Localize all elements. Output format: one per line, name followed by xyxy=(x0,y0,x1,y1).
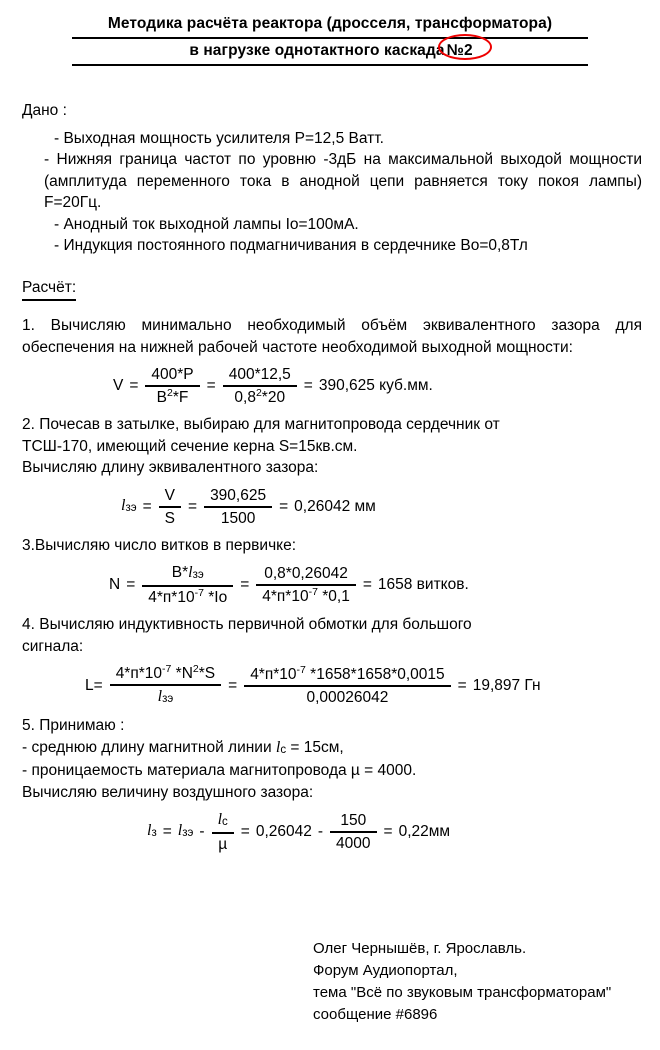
step4-fraction-1 xyxy=(110,664,221,708)
step4-result: 19,897 Гн xyxy=(472,677,541,695)
step2-text-line-1: 2. Почесав в затылке, выбираю для магнитопровода сердечник от xyxy=(22,416,500,433)
step1-frac2-numerator: 400*12,5 xyxy=(228,366,291,383)
step2-frac2-numerator: 390,625 xyxy=(210,486,267,504)
step4-eq-3: = xyxy=(457,677,467,695)
step4-frac1-denominator xyxy=(152,687,180,708)
step3-frac1-den-exponent: -7 xyxy=(194,586,204,599)
step2-eq-3: = xyxy=(279,497,289,515)
step5-l2-symbol: l xyxy=(275,738,281,756)
step2-lhs-subscript: зэ xyxy=(125,501,137,514)
author-signature xyxy=(313,938,611,1026)
step5-value-1: 0,26042 xyxy=(255,823,312,841)
step5-minus-2: - xyxy=(317,823,324,841)
step2-eq-1: = xyxy=(142,497,152,515)
step1-frac2-denominator xyxy=(228,388,291,407)
step4-fraction-2 xyxy=(244,665,450,707)
given-item-3: - Анодный ток выходной лампы Io=100мА. xyxy=(54,215,359,233)
step5-l2-pre: - среднюю длину магнитной линии xyxy=(22,738,276,756)
step5-lhs xyxy=(144,820,160,844)
fraction-bar xyxy=(159,506,181,508)
step3-fraction-2 xyxy=(256,564,356,606)
step5-term-1 xyxy=(175,820,197,844)
step1-frac1-den-exponent: 2 xyxy=(167,386,173,399)
step5-frac1-numerator xyxy=(212,810,234,831)
step4-frac1-num-pre: 4*п*10 xyxy=(115,665,163,682)
step4-frac1-num-post: *S xyxy=(198,665,216,682)
step5-result: 0,22мм xyxy=(398,823,451,841)
step3-frac2-den-exponent: -7 xyxy=(308,585,318,598)
given-item-1: - Выходная мощность усилителя Р=12,5 Ватт. xyxy=(54,129,384,147)
step3-frac1-den-pre: 4*п*10 xyxy=(148,589,195,606)
step3-frac1-num-subscript: зэ xyxy=(192,569,204,581)
title-line-1-text: Методика расчёта реактора (дросселя, трансформатора) xyxy=(107,15,553,32)
calc-heading: Расчёт: xyxy=(22,277,76,302)
step5-eq-3: = xyxy=(383,823,393,841)
step3-eq-2: = xyxy=(240,576,250,594)
step4-frac1-den-subscript: зэ xyxy=(162,693,174,705)
title-line-2 xyxy=(0,39,660,63)
fraction-bar xyxy=(256,584,356,586)
step3-frac1-numerator xyxy=(166,563,210,584)
step2-eq-2: = xyxy=(188,497,198,515)
fraction-bar xyxy=(204,506,272,508)
step1-frac2-den-base: 0,8 xyxy=(234,389,256,406)
step3-frac2-den-post: *0,1 xyxy=(317,588,350,605)
step2-lhs-symbol: l xyxy=(121,496,126,514)
step3-frac1-num-pre: B* xyxy=(171,564,189,581)
step5-formula xyxy=(22,810,642,854)
step5-frac1-num-subscript: с xyxy=(222,816,228,828)
step5-term1-subscript: зэ xyxy=(182,827,194,840)
signature-topic: тема "Всё по звуковым трансформаторам" xyxy=(313,984,612,1001)
step3-frac1-den-post: *Io xyxy=(203,589,228,606)
step2-frac2-denominator: 1500 xyxy=(220,509,256,527)
step3-frac2-denominator xyxy=(256,587,356,606)
fraction-bar xyxy=(244,685,450,687)
signature-forum: Форум Аудиопортал, xyxy=(313,962,458,979)
step2-lhs xyxy=(118,495,140,519)
step1-frac1-numerator: 400*P xyxy=(151,366,194,383)
step5-l2-post: = 15см, xyxy=(286,738,344,756)
step3-lhs: N xyxy=(109,576,121,594)
step4-frac1-num-exponent-2: 2 xyxy=(192,662,199,675)
step4-formula xyxy=(22,664,642,708)
step1-text: 1. Вычисляю минимально необходимый объём эквивалентного зазора для обеспечения на нижней рабочей частоте необходимой выходной мощности: xyxy=(22,317,642,356)
step4-frac1-den-symbol: l xyxy=(157,688,163,705)
step1-frac1-denominator xyxy=(151,388,195,407)
step4-frac1-num-exponent: -7 xyxy=(162,662,172,675)
step1-lhs: V xyxy=(113,377,124,395)
step3-text: 3.Вычисляю число витков в первичке: xyxy=(22,536,297,554)
step5-frac1-num-symbol: l xyxy=(217,811,223,828)
given-heading: Дано : xyxy=(22,102,67,119)
step1-fraction-1 xyxy=(145,365,199,407)
step4-frac2-num-exponent: -7 xyxy=(296,663,306,676)
step1-eq-1: = xyxy=(129,377,139,395)
step5-text-line-3: - проницаемость материала магнитопровода µ = 4000. xyxy=(22,762,417,779)
fraction-bar xyxy=(142,585,233,587)
title-line-1 xyxy=(0,12,660,36)
step5-text-line-4: Вычисляю величину воздушного зазора: xyxy=(22,783,314,801)
signature-post-number: сообщение #6896 xyxy=(313,1006,438,1023)
step4-eq-2: = xyxy=(228,677,238,695)
title-badge-wrap xyxy=(447,39,473,62)
step2-text-line-3: Вычисляю длину эквивалентного зазора: xyxy=(22,459,319,476)
step1-eq-3: = xyxy=(303,377,313,395)
step4-text-line-2: сигнала: xyxy=(22,637,84,655)
step5-frac2-denominator: 4000 xyxy=(336,835,371,852)
step4-lhs: L= xyxy=(85,677,103,695)
step3-frac1-num-symbol: l xyxy=(188,564,193,581)
signature-author: Олег Чернышёв, г. Ярославль. xyxy=(313,940,527,957)
step3-result: 1658 витков. xyxy=(377,576,469,594)
step3-frac2-numerator: 0,8*0,26042 xyxy=(264,565,348,582)
title-underline-2 xyxy=(72,64,588,66)
step5-lhs-subscript: з xyxy=(151,827,157,840)
step5-eq-1: = xyxy=(162,823,172,841)
step4-frac2-num-pre: 4*п*10 xyxy=(250,666,297,683)
title-line-2-text: в нагрузке однотактного каскада xyxy=(189,42,445,59)
step1-frac2-den-rest: *20 xyxy=(261,389,286,406)
step5-term1-symbol: l xyxy=(177,822,183,840)
title-badge-text: №2 xyxy=(446,42,473,59)
step3-frac1-denominator xyxy=(142,588,233,607)
step1-frac1-den-rest: *F xyxy=(172,389,189,406)
step2-fraction-1 xyxy=(159,486,181,528)
step5-frac1-denominator: µ xyxy=(218,836,228,853)
step1-result: 390,625 куб.мм. xyxy=(318,377,433,395)
calc-heading-wrap xyxy=(22,277,642,302)
fraction-bar xyxy=(110,684,221,686)
step2-result: 0,26042 мм xyxy=(294,497,376,515)
fraction-bar xyxy=(212,832,234,834)
step1-frac1-den-base: B xyxy=(156,389,168,406)
step5-l2-subscript: с xyxy=(280,743,287,756)
step3-eq-3: = xyxy=(362,576,372,594)
step2-frac1-numerator: V xyxy=(164,486,175,504)
step5-lhs-symbol: l xyxy=(147,822,152,840)
step4-text-line-1: 4. Вычисляю индуктивность первичной обмотки для большого xyxy=(22,616,472,633)
step4-frac2-num-post: *1658*1658*0,0015 xyxy=(305,666,445,683)
step1-eq-2: = xyxy=(206,377,216,395)
step5-text-line-1: 5. Принимаю : xyxy=(22,717,125,734)
step2-fraction-2 xyxy=(204,486,272,528)
step1-fraction-2 xyxy=(223,365,297,407)
step2-frac1-denominator: S xyxy=(164,509,175,527)
step5-minus-1: - xyxy=(199,823,205,841)
given-item-2: - Нижняя граница частот по уровню -3дБ на максимальной выходой мощности (амплитуда переменного тока в анодной цепи равняется току покоя лампы) F=20Гц. xyxy=(44,151,642,211)
given-item-4: - Индукция постоянного подмагничивания в сердечнике Во=0,8Тл xyxy=(54,237,528,254)
step4-frac2-denominator: 0,00026042 xyxy=(306,689,389,706)
step5-text-line-2 xyxy=(22,737,642,761)
step2-formula xyxy=(22,486,642,528)
step1-frac2-den-exponent: 2 xyxy=(255,386,262,399)
document-title xyxy=(0,0,660,66)
step5-fraction-1 xyxy=(212,810,234,854)
step3-fraction-1 xyxy=(142,563,233,607)
step1-formula xyxy=(22,365,642,407)
step3-formula xyxy=(22,563,642,607)
step4-frac2-numerator xyxy=(244,665,450,684)
fraction-bar xyxy=(330,831,376,833)
step5-frac2-numerator: 150 xyxy=(340,812,367,829)
step5-fraction-2 xyxy=(330,811,376,853)
step3-eq-1: = xyxy=(126,576,136,594)
step2-text-line-2: ТСШ-170, имеющий сечение керна S=15кв.см. xyxy=(22,437,358,455)
step3-frac2-den-pre: 4*п*10 xyxy=(262,588,309,605)
step4-frac1-num-mid: *N xyxy=(171,665,193,682)
step5-eq-2: = xyxy=(240,823,250,841)
step4-frac1-numerator xyxy=(110,664,221,683)
